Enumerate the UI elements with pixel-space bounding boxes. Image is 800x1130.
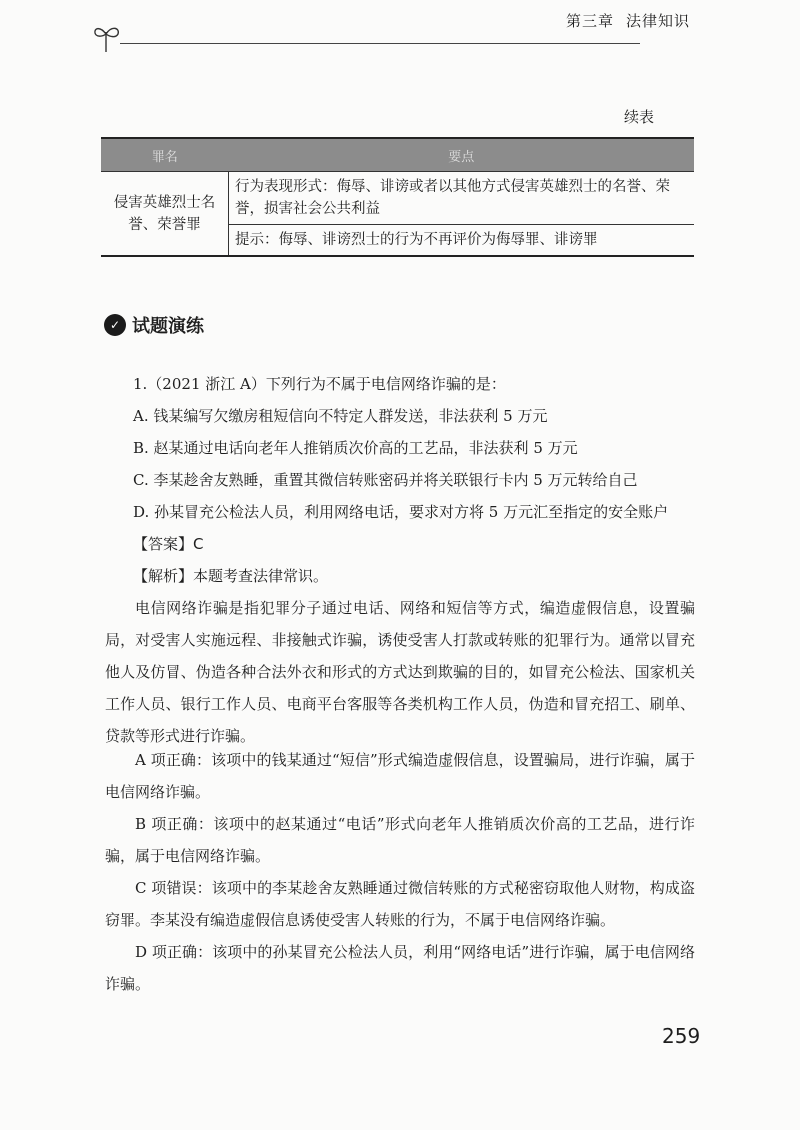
continued-label: 续表 (624, 108, 655, 126)
check-icon: ✓ (104, 314, 126, 336)
crime-table (101, 137, 694, 257)
tip-cell: 提示：侮辱、诽谤烈士的行为不再评价为侮辱罪、诽谤罪 (229, 225, 695, 257)
header-crime: 罪名 (101, 138, 229, 172)
crime-name: 侵害英雄烈士名誉、荣誉罪 (101, 172, 229, 257)
explanation-d: D 项正确：该项中的孙某冒充公检法人员，利用“网络电话”进行诈骗，属于电信网络诈骗。 (105, 943, 695, 993)
header-rule (120, 43, 640, 44)
explanation-c: C 项错误：该项中的李某趁舍友熟睡通过微信转账的方式秘密窃取他人财物，构成盗窃罪。李某没有编造虚假信息诱使受害人转账的行为，不属于电信网络诈骗。 (105, 879, 695, 929)
chapter-number: 第三章 (566, 12, 615, 30)
leaf-icon (92, 22, 122, 56)
explanation-b: B 项正确：该项中的赵某通过“电话”形式向老年人推销质次价高的工艺品，进行诈骗，属于电信网络诈骗。 (105, 815, 695, 865)
section-heading (104, 312, 204, 338)
page-number: 259 (662, 1024, 701, 1048)
question-stem: 1.（2021 浙江 A）下列行为不属于电信网络诈骗的是： (133, 375, 506, 393)
option-a: A. 钱某编写欠缴房租短信向不特定人群发送，非法获利 5 万元 (133, 407, 548, 425)
table-row (101, 172, 694, 225)
header-points: 要点 (229, 138, 695, 172)
section-title: 试题演练 (132, 316, 204, 337)
table-header-row (101, 138, 694, 172)
explanation-a: A 项正确：该项中的钱某通过“短信”形式编造虚假信息，设置骗局，进行诈骗，属于电信网络诈骗。 (105, 751, 695, 801)
chapter-heading (566, 10, 702, 31)
definition-paragraph: 电信网络诈骗是指犯罪分子通过电话、网络和短信等方式，编造虚假信息，设置骗局，对受害人实施远程、非接触式诈骗，诱使受害人打款或转账的犯罪行为。通常以冒充他人及仿冒、伪造各种合法外衣和形式的方式达到欺骗的目的，如冒充公检法、国家机关工作人员、银行工作人员、电商平台客服等各类机构工作人员，伪造和冒充招工、刷单、贷款等形式进行诈骗。 (105, 599, 695, 745)
option-b: B. 赵某通过电话向老年人推销质次价高的工艺品，非法获利 5 万元 (133, 439, 578, 457)
option-d: D. 孙某冒充公检法人员，利用网络电话，要求对方将 5 万元汇至指定的安全账户 (133, 503, 669, 521)
question-block (133, 368, 695, 592)
chapter-title: 法律知识 (626, 12, 691, 30)
answer: 【答案】C (133, 535, 204, 553)
behavior-cell: 行为表现形式：侮辱、诽谤或者以其他方式侵害英雄烈士的名誉、荣誉，损害社会公共利益 (229, 172, 695, 225)
analysis-label: 【解析】本题考查法律常识。 (133, 567, 329, 585)
option-c: C. 李某趁舍友熟睡，重置其微信转账密码并将关联银行卡内 5 万元转给自己 (133, 471, 638, 489)
